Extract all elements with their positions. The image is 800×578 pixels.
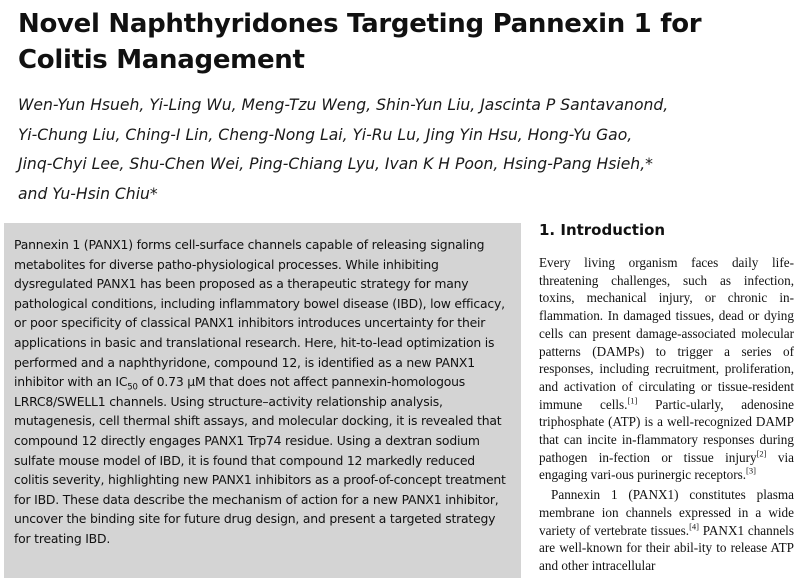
paragraph-text: PANX1 channels are well-known for their abil-ity to release ATP and other intracellular [539,522,794,573]
author-list [18,91,793,209]
abstract-text [14,235,513,549]
section-heading-introduction: 1. Introduction [539,221,666,239]
author-line: Jinq-Chyi Lee, Shu-Chen Wei, Ping-Chiang Lyu, Ivan K H Poon, Hsing-Pang Hsieh,* [18,155,653,173]
intro-paragraph-2 [539,486,794,575]
paragraph-text: Every living organism faces daily life-threatening challenges, such as infection, toxins, mechanical injury, or chronic in-flammation. In damaged tissues, dead or dying cells can present damage-associated molecular patterns (DAMPs) to trigger a series of responses, including recruitment, proliferation, and activation of circulating or tissue-resident immune cells. [539,255,794,412]
paper-title: Novel Naphthyridones Targeting Pannexin 1 for Colitis Management [18,9,702,75]
paragraph-text: Partic-ularly, adenosine triphosphate (ATP) is a well-recognized DAMP that can incite in-flammatory responses during pathogen in-fection or tissue injury [539,396,794,465]
paragraph-text: via engaging vari-ous purinergic receptors. [539,449,794,483]
abstract-text-part: Pannexin 1 (PANX1) forms cell-surface channels capable of releasing signaling metabolites for diverse patho-physiological processes. While inhibiting dysregulated PANX1 has been proposed as a therapeutic strategy for many pathological conditions, including inflammatory bowel disease (IBD), low efficacy, or poor specificity of classical PANX1 inhibitors introduces uncertainty for their applications in basic and translational research. Here, hit-to-lead optimization is performed and a naphthyridone, compound 12, is identified as a new PANX1 inhibitor with an IC [14,237,505,390]
intro-paragraph-1 [539,254,794,484]
abstract-box [4,223,521,578]
abstract-text-part: of 0.73 μM that does not affect pannexin-homologous LRRC8/SWELL1 channels. Using structure–activity relationship analysis, mutagenesis, cell thermal shift assays, and molecular docking, it is revealed that compound 12 directly engages PANX1 Trp74 residue. Using a dextran sodium sulfate mouse model of IBD, it is found that compound 12 markedly reduced colitis severity, highlighting new PANX1 inhibitors as a proof-of-concept treatment for IBD. These data describe the mechanism of action for a new PANX1 inhibitor, uncover the binding site for future drug design, and present a targeted strategy for treating IBD. [14,374,506,546]
citation-ref[interactable]: [2] [756,448,767,459]
author-line: Wen-Yun Hsueh, Yi-Ling Wu, Meng-Tzu Weng, Shin-Yun Liu, Jascinta P Santavanond, [18,96,669,114]
paragraph-text: Pannexin 1 (PANX1) constitutes plasma membrane ion channels expressed in a wide variety of vertebrate tissues. [539,487,794,538]
citation-ref[interactable]: [1] [627,395,638,406]
author-line: and Yu-Hsin Chiu* [18,184,158,203]
citation-ref[interactable]: [4] [689,521,700,532]
citation-ref[interactable]: [3] [746,466,756,477]
author-line: Yi-Chung Liu, Ching-I Lin, Cheng-Nong Lai, Yi-Ru Lu, Jing Yin Hsu, Hong-Yu Gao, [18,125,633,144]
ic50-subscript: 50 [127,382,138,393]
introduction-column [539,218,794,575]
